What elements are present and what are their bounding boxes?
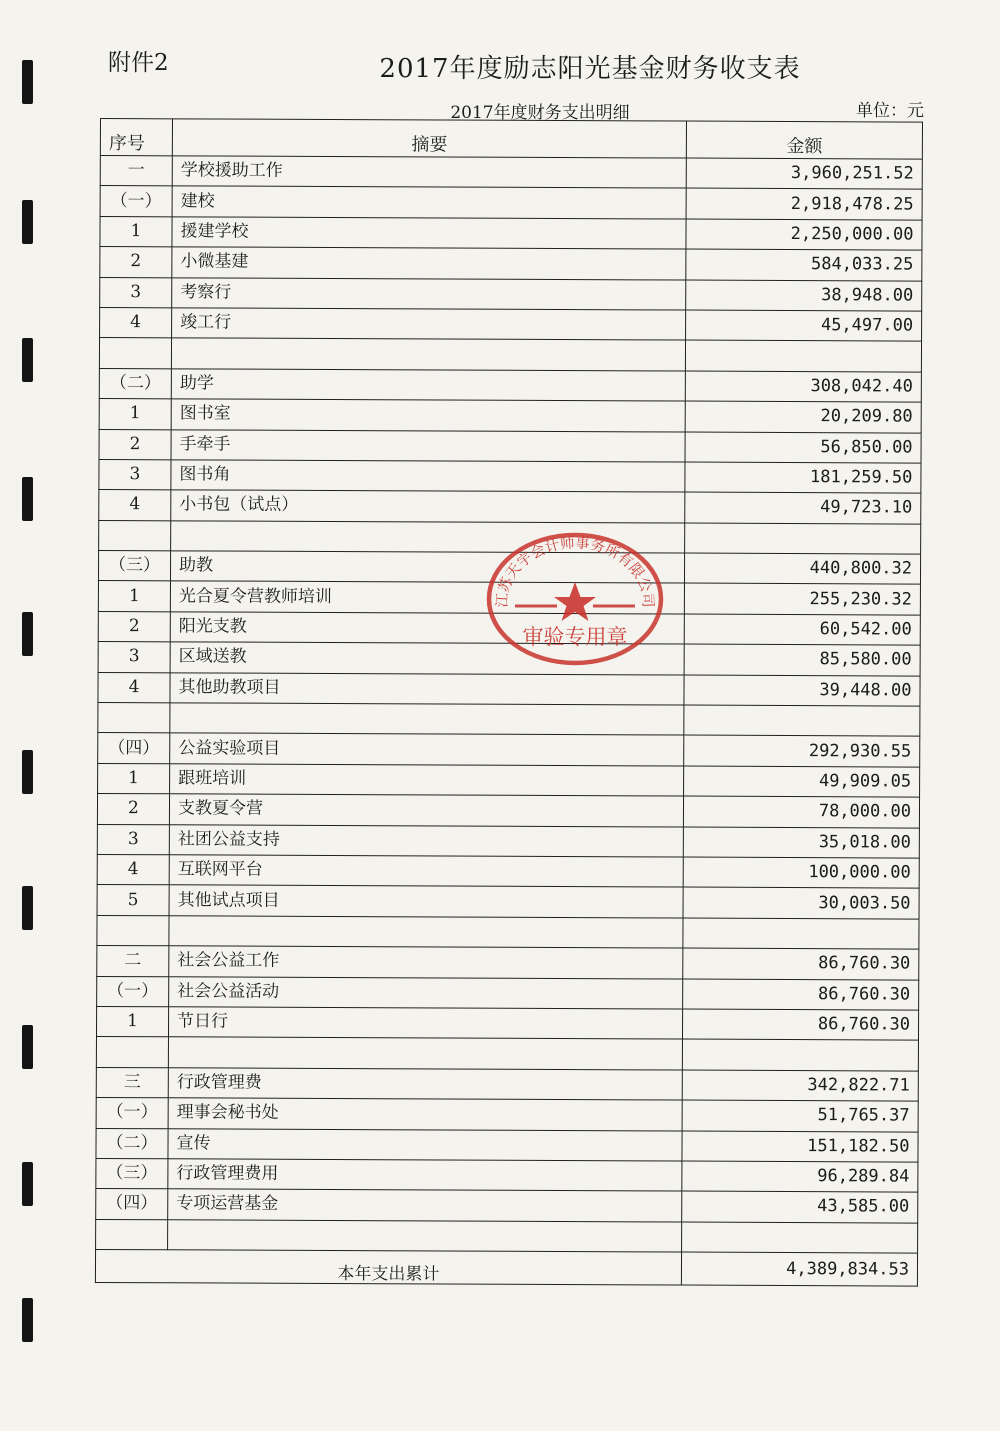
table-row	[99, 429, 921, 463]
table-row	[98, 763, 920, 797]
row-amount: 151,182.50	[682, 1131, 918, 1162]
row-desc	[168, 1037, 682, 1070]
row-desc: 助学	[171, 369, 685, 402]
row-seq	[97, 915, 169, 946]
row-seq	[96, 1219, 168, 1250]
table-row	[99, 490, 921, 524]
row-amount: 49,723.10	[685, 492, 921, 523]
row-amount: 255,230.32	[684, 584, 920, 615]
seal-star-icon	[554, 582, 596, 621]
table-row	[96, 1067, 918, 1101]
row-amount: 292,930.55	[684, 735, 920, 766]
total-amount: 4,389,834.53	[681, 1252, 917, 1286]
row-amount	[685, 340, 921, 371]
row-amount: 20,209.80	[685, 401, 921, 432]
table-row	[97, 946, 919, 980]
row-desc: 阳光支教	[170, 612, 684, 645]
row-seq: （一）	[97, 976, 169, 1007]
row-desc: 助教	[170, 551, 684, 584]
row-seq: 3	[97, 824, 169, 855]
row-desc: 其他助教项目	[170, 672, 684, 705]
row-desc: 理事会秘书处	[168, 1098, 682, 1131]
row-seq: （四）	[98, 733, 170, 764]
table-row	[97, 976, 919, 1010]
row-desc: 手牵手	[171, 429, 685, 462]
attachment-label: 附件2	[108, 50, 169, 76]
table-row	[97, 794, 919, 828]
table-row	[98, 703, 920, 737]
row-amount: 2,250,000.00	[686, 219, 922, 250]
row-desc: 光合夏令营教师培训	[170, 581, 684, 614]
binder-hole-mark	[22, 886, 33, 930]
document-title: 2017年度励志阳光基金财务收支表	[379, 54, 801, 84]
row-seq: （二）	[99, 368, 171, 399]
row-amount: 49,909.05	[684, 766, 920, 797]
table-row	[98, 672, 920, 706]
table-row	[100, 156, 922, 190]
binder-hole-mark	[22, 1298, 33, 1342]
table-row	[100, 247, 922, 281]
row-seq: 3	[99, 459, 171, 490]
row-desc: 行政管理费用	[168, 1159, 682, 1192]
row-seq: （四）	[96, 1189, 168, 1220]
unit-label: 单位：元	[856, 101, 924, 121]
seal-org-text: 江苏天宇会计师事务所有限公司	[494, 535, 656, 608]
table-row	[97, 885, 919, 919]
row-seq	[99, 338, 171, 369]
row-amount: 85,580.00	[684, 644, 920, 675]
table-header-row	[100, 119, 922, 160]
row-amount: 35,018.00	[683, 827, 919, 858]
row-seq: （三）	[98, 551, 170, 582]
row-desc: 公益实验项目	[170, 733, 684, 766]
row-desc: 小微基建	[172, 247, 686, 280]
row-seq: 4	[98, 672, 170, 703]
row-desc: 社会公益工作	[169, 946, 683, 979]
table-row	[100, 186, 922, 220]
table-row	[97, 915, 919, 949]
table-row	[96, 1189, 918, 1223]
row-desc: 跟班培训	[170, 764, 684, 797]
row-amount	[682, 1039, 918, 1070]
row-amount: 440,800.32	[684, 553, 920, 584]
row-seq: 2	[97, 794, 169, 825]
row-seq: 三	[96, 1067, 168, 1098]
table-row	[97, 854, 919, 888]
binder-hole-mark	[22, 200, 33, 244]
row-amount: 45,497.00	[686, 310, 922, 341]
row-desc	[168, 1219, 682, 1252]
row-desc: 小书包（试点）	[171, 490, 685, 523]
row-amount: 51,765.37	[682, 1100, 918, 1131]
row-amount: 78,000.00	[683, 796, 919, 827]
row-desc: 区域送教	[170, 642, 684, 675]
row-seq: （三）	[96, 1158, 168, 1189]
row-seq	[99, 520, 171, 551]
row-seq	[96, 1037, 168, 1068]
table-row	[99, 399, 921, 433]
row-desc: 图书室	[171, 399, 685, 432]
row-amount: 100,000.00	[683, 857, 919, 888]
column-header-seq: 序号	[100, 119, 172, 156]
row-seq: 1	[100, 216, 172, 247]
table-body	[96, 156, 923, 1254]
row-seq: 二	[97, 946, 169, 977]
row-amount: 96,289.84	[682, 1161, 918, 1192]
row-desc	[171, 338, 685, 371]
row-desc: 互联网平台	[169, 855, 683, 888]
row-seq: 1	[98, 763, 170, 794]
row-desc: 学校援助工作	[172, 156, 686, 189]
audit-seal	[485, 530, 665, 668]
row-amount	[682, 1222, 918, 1253]
table-row	[96, 1128, 918, 1162]
table-row	[99, 338, 921, 372]
table-row	[99, 368, 921, 402]
row-seq: 一	[100, 156, 172, 187]
row-amount: 86,760.30	[683, 948, 919, 979]
row-seq: （一）	[100, 186, 172, 217]
row-desc: 考察行	[172, 277, 686, 310]
row-amount: 3,960,251.52	[686, 158, 922, 189]
row-amount: 56,850.00	[685, 432, 921, 463]
row-desc: 援建学校	[172, 217, 686, 250]
row-amount	[684, 705, 920, 736]
table-row	[99, 459, 921, 493]
table-row	[97, 824, 919, 858]
table-row	[98, 733, 920, 767]
row-seq: 3	[100, 277, 172, 308]
row-seq	[98, 703, 170, 734]
row-amount: 342,822.71	[682, 1070, 918, 1101]
table-row	[100, 307, 922, 341]
table-row	[96, 1006, 918, 1040]
row-desc: 行政管理费	[168, 1068, 682, 1101]
row-seq: 4	[99, 490, 171, 521]
binder-hole-mark	[22, 338, 33, 382]
row-amount: 86,760.30	[682, 1009, 918, 1040]
row-seq: （二）	[96, 1128, 168, 1159]
row-amount: 60,542.00	[684, 614, 920, 645]
binder-hole-mark	[22, 1025, 33, 1069]
row-amount: 43,585.00	[682, 1191, 918, 1222]
row-seq: 1	[96, 1006, 168, 1037]
row-desc: 支教夏令营	[169, 794, 683, 827]
row-amount: 39,448.00	[684, 675, 920, 706]
table-row	[96, 1158, 918, 1192]
table-row	[96, 1219, 918, 1253]
row-desc	[169, 916, 683, 949]
row-seq: 2	[100, 247, 172, 278]
row-desc: 竣工行	[172, 308, 686, 341]
table-subtitle: 2017年度财务支出明细	[450, 103, 630, 123]
row-amount: 2,918,478.25	[686, 188, 922, 219]
row-amount: 30,003.50	[683, 887, 919, 918]
row-amount	[685, 523, 921, 554]
row-desc: 节日行	[168, 1007, 682, 1040]
row-desc	[170, 703, 684, 736]
row-desc: 建校	[172, 186, 686, 219]
row-desc: 社会公益活动	[169, 976, 683, 1009]
row-amount	[683, 918, 919, 949]
row-amount: 584,033.25	[686, 249, 922, 280]
binder-hole-mark	[22, 612, 33, 656]
row-desc: 专项运营基金	[168, 1189, 682, 1222]
row-amount: 181,259.50	[685, 462, 921, 493]
binder-hole-mark	[22, 60, 33, 104]
seal-purpose-text: 审验专用章	[522, 625, 628, 649]
table-row	[100, 216, 922, 250]
total-row	[95, 1250, 917, 1287]
row-amount: 308,042.40	[685, 371, 921, 402]
table-row	[96, 1037, 918, 1071]
row-desc: 社团公益支持	[169, 824, 683, 857]
row-amount: 38,948.00	[686, 280, 922, 311]
binder-hole-mark	[22, 750, 33, 794]
expense-table	[95, 118, 923, 1287]
row-seq: 4	[97, 854, 169, 885]
row-seq: 2	[99, 429, 171, 460]
row-desc: 其他试点项目	[169, 885, 683, 918]
total-label: 本年支出累计	[95, 1250, 681, 1286]
row-seq: （一）	[96, 1098, 168, 1129]
row-amount: 86,760.30	[683, 979, 919, 1010]
row-seq: 2	[98, 611, 170, 642]
row-seq: 3	[98, 642, 170, 673]
row-desc: 宣传	[168, 1128, 682, 1161]
row-desc: 图书角	[171, 460, 685, 493]
column-header-amount: 金额	[686, 121, 922, 159]
column-header-desc: 摘要	[172, 119, 686, 158]
table-row	[96, 1098, 918, 1132]
row-seq: 5	[97, 885, 169, 916]
row-seq: 1	[98, 581, 170, 612]
row-seq: 1	[99, 399, 171, 430]
row-seq: 4	[100, 307, 172, 338]
binder-hole-mark	[22, 1162, 33, 1206]
table-row	[100, 277, 922, 311]
binder-hole-mark	[22, 477, 33, 521]
